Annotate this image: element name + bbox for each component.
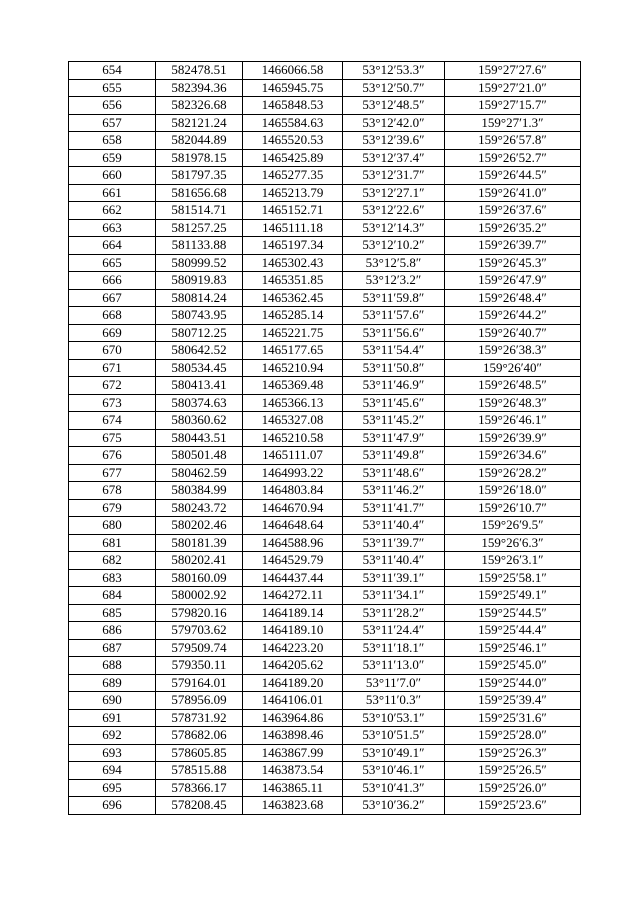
longitude-cell: 159°25′39.4″ [445, 692, 581, 710]
latitude-cell: 53°12′48.5″ [343, 97, 445, 115]
table-row [69, 464, 581, 482]
latitude-cell: 53°10′41.3″ [343, 779, 445, 797]
latitude-cell: 53°11′56.6″ [343, 324, 445, 342]
x-coordinate-cell: 579820.16 [156, 604, 243, 622]
coordinates-table [68, 61, 581, 815]
x-coordinate-cell: 580999.52 [156, 254, 243, 272]
longitude-cell: 159°25′28.0″ [445, 727, 581, 745]
longitude-cell: 159°25′49.1″ [445, 587, 581, 605]
longitude-cell: 159°25′31.6″ [445, 709, 581, 727]
x-coordinate-cell: 578366.17 [156, 779, 243, 797]
table-row [69, 237, 581, 255]
longitude-cell: 159°26′48.4″ [445, 289, 581, 307]
y-coordinate-cell: 1463823.68 [243, 797, 343, 815]
latitude-cell: 53°12′53.3″ [343, 62, 445, 80]
longitude-cell: 159°25′23.6″ [445, 797, 581, 815]
table-row [69, 202, 581, 220]
latitude-cell: 53°11′39.7″ [343, 534, 445, 552]
point-number-cell: 669 [69, 324, 156, 342]
y-coordinate-cell: 1464437.44 [243, 569, 343, 587]
point-number-cell: 688 [69, 657, 156, 675]
latitude-cell: 53°11′47.9″ [343, 429, 445, 447]
table-row [69, 132, 581, 150]
table-row [69, 324, 581, 342]
table-row [69, 184, 581, 202]
longitude-cell: 159°26′34.6″ [445, 447, 581, 465]
table-row [69, 639, 581, 657]
latitude-cell: 53°11′18.1″ [343, 639, 445, 657]
latitude-cell: 53°11′46.2″ [343, 482, 445, 500]
point-number-cell: 668 [69, 307, 156, 325]
table-row [69, 797, 581, 815]
latitude-cell: 53°10′46.1″ [343, 762, 445, 780]
latitude-cell: 53°12′39.6″ [343, 132, 445, 150]
longitude-cell: 159°26′48.5″ [445, 377, 581, 395]
point-number-cell: 693 [69, 744, 156, 762]
x-coordinate-cell: 579509.74 [156, 639, 243, 657]
table-row [69, 272, 581, 290]
latitude-cell: 53°12′31.7″ [343, 167, 445, 185]
x-coordinate-cell: 582478.51 [156, 62, 243, 80]
longitude-cell: 159°26′39.7″ [445, 237, 581, 255]
x-coordinate-cell: 580743.95 [156, 307, 243, 325]
longitude-cell: 159°25′58.1″ [445, 569, 581, 587]
y-coordinate-cell: 1464106.01 [243, 692, 343, 710]
x-coordinate-cell: 579703.62 [156, 622, 243, 640]
latitude-cell: 53°10′36.2″ [343, 797, 445, 815]
y-coordinate-cell: 1465285.14 [243, 307, 343, 325]
y-coordinate-cell: 1465210.94 [243, 359, 343, 377]
x-coordinate-cell: 581514.71 [156, 202, 243, 220]
x-coordinate-cell: 578605.85 [156, 744, 243, 762]
longitude-cell: 159°26′47.9″ [445, 272, 581, 290]
table-row [69, 377, 581, 395]
y-coordinate-cell: 1465177.65 [243, 342, 343, 360]
longitude-cell: 159°25′44.0″ [445, 674, 581, 692]
x-coordinate-cell: 582044.89 [156, 132, 243, 150]
point-number-cell: 686 [69, 622, 156, 640]
y-coordinate-cell: 1464189.10 [243, 622, 343, 640]
x-coordinate-cell: 580374.63 [156, 394, 243, 412]
y-coordinate-cell: 1464189.20 [243, 674, 343, 692]
longitude-cell: 159°25′44.4″ [445, 622, 581, 640]
x-coordinate-cell: 581656.68 [156, 184, 243, 202]
x-coordinate-cell: 580642.52 [156, 342, 243, 360]
point-number-cell: 660 [69, 167, 156, 185]
longitude-cell: 159°25′26.0″ [445, 779, 581, 797]
x-coordinate-cell: 582326.68 [156, 97, 243, 115]
point-number-cell: 694 [69, 762, 156, 780]
y-coordinate-cell: 1465425.89 [243, 149, 343, 167]
point-number-cell: 687 [69, 639, 156, 657]
x-coordinate-cell: 582394.36 [156, 79, 243, 97]
longitude-cell: 159°27′15.7″ [445, 97, 581, 115]
latitude-cell: 53°11′49.8″ [343, 447, 445, 465]
latitude-cell: 53°12′22.6″ [343, 202, 445, 220]
x-coordinate-cell: 580202.46 [156, 517, 243, 535]
y-coordinate-cell: 1464588.96 [243, 534, 343, 552]
y-coordinate-cell: 1465327.08 [243, 412, 343, 430]
table-row [69, 657, 581, 675]
x-coordinate-cell: 581257.25 [156, 219, 243, 237]
point-number-cell: 682 [69, 552, 156, 570]
latitude-cell: 53°12′27.1″ [343, 184, 445, 202]
table-row [69, 534, 581, 552]
latitude-cell: 53°11′45.2″ [343, 412, 445, 430]
latitude-cell: 53°10′53.1″ [343, 709, 445, 727]
latitude-cell: 53°10′51.5″ [343, 727, 445, 745]
longitude-cell: 159°26′37.6″ [445, 202, 581, 220]
latitude-cell: 53°11′0.3″ [343, 692, 445, 710]
latitude-cell: 53°11′41.7″ [343, 499, 445, 517]
longitude-cell: 159°27′27.6″ [445, 62, 581, 80]
point-number-cell: 663 [69, 219, 156, 237]
latitude-cell: 53°11′50.8″ [343, 359, 445, 377]
table-row [69, 254, 581, 272]
latitude-cell: 53°10′49.1″ [343, 744, 445, 762]
latitude-cell: 53°11′59.8″ [343, 289, 445, 307]
x-coordinate-cell: 580384.99 [156, 482, 243, 500]
point-number-cell: 654 [69, 62, 156, 80]
latitude-cell: 53°11′39.1″ [343, 569, 445, 587]
x-coordinate-cell: 580712.25 [156, 324, 243, 342]
longitude-cell: 159°26′52.7″ [445, 149, 581, 167]
longitude-cell: 159°25′46.1″ [445, 639, 581, 657]
x-coordinate-cell: 580413.41 [156, 377, 243, 395]
point-number-cell: 662 [69, 202, 156, 220]
point-number-cell: 680 [69, 517, 156, 535]
longitude-cell: 159°25′26.5″ [445, 762, 581, 780]
x-coordinate-cell: 580181.39 [156, 534, 243, 552]
x-coordinate-cell: 581978.15 [156, 149, 243, 167]
point-number-cell: 658 [69, 132, 156, 150]
y-coordinate-cell: 1465362.45 [243, 289, 343, 307]
point-number-cell: 685 [69, 604, 156, 622]
table-row [69, 219, 581, 237]
latitude-cell: 53°12′37.4″ [343, 149, 445, 167]
latitude-cell: 53°11′13.0″ [343, 657, 445, 675]
table-row [69, 744, 581, 762]
y-coordinate-cell: 1464648.64 [243, 517, 343, 535]
point-number-cell: 657 [69, 114, 156, 132]
latitude-cell: 53°12′14.3″ [343, 219, 445, 237]
point-number-cell: 655 [69, 79, 156, 97]
table-row [69, 62, 581, 80]
y-coordinate-cell: 1465302.43 [243, 254, 343, 272]
y-coordinate-cell: 1466066.58 [243, 62, 343, 80]
table-row [69, 429, 581, 447]
longitude-cell: 159°27′21.0″ [445, 79, 581, 97]
longitude-cell: 159°25′45.0″ [445, 657, 581, 675]
y-coordinate-cell: 1464189.14 [243, 604, 343, 622]
point-number-cell: 674 [69, 412, 156, 430]
y-coordinate-cell: 1464670.94 [243, 499, 343, 517]
longitude-cell: 159°26′45.3″ [445, 254, 581, 272]
table-row [69, 499, 581, 517]
point-number-cell: 695 [69, 779, 156, 797]
y-coordinate-cell: 1465369.48 [243, 377, 343, 395]
x-coordinate-cell: 581133.88 [156, 237, 243, 255]
y-coordinate-cell: 1465111.07 [243, 447, 343, 465]
x-coordinate-cell: 580501.48 [156, 447, 243, 465]
y-coordinate-cell: 1465111.18 [243, 219, 343, 237]
x-coordinate-cell: 579350.11 [156, 657, 243, 675]
point-number-cell: 656 [69, 97, 156, 115]
longitude-cell: 159°26′57.8″ [445, 132, 581, 150]
point-number-cell: 690 [69, 692, 156, 710]
longitude-cell: 159°26′9.5″ [445, 517, 581, 535]
point-number-cell: 661 [69, 184, 156, 202]
x-coordinate-cell: 580202.41 [156, 552, 243, 570]
table-row [69, 307, 581, 325]
x-coordinate-cell: 580360.62 [156, 412, 243, 430]
longitude-cell: 159°26′10.7″ [445, 499, 581, 517]
x-coordinate-cell: 580814.24 [156, 289, 243, 307]
y-coordinate-cell: 1465584.63 [243, 114, 343, 132]
latitude-cell: 53°11′28.2″ [343, 604, 445, 622]
point-number-cell: 665 [69, 254, 156, 272]
point-number-cell: 670 [69, 342, 156, 360]
table-row [69, 114, 581, 132]
point-number-cell: 696 [69, 797, 156, 815]
point-number-cell: 681 [69, 534, 156, 552]
x-coordinate-cell: 580243.72 [156, 499, 243, 517]
point-number-cell: 689 [69, 674, 156, 692]
point-number-cell: 664 [69, 237, 156, 255]
table-row [69, 604, 581, 622]
point-number-cell: 684 [69, 587, 156, 605]
latitude-cell: 53°12′42.0″ [343, 114, 445, 132]
table-row [69, 447, 581, 465]
latitude-cell: 53°11′48.6″ [343, 464, 445, 482]
table-row [69, 359, 581, 377]
longitude-cell: 159°26′41.0″ [445, 184, 581, 202]
longitude-cell: 159°26′40″ [445, 359, 581, 377]
table-row [69, 762, 581, 780]
point-number-cell: 683 [69, 569, 156, 587]
table-row [69, 97, 581, 115]
longitude-cell: 159°25′44.5″ [445, 604, 581, 622]
y-coordinate-cell: 1465366.13 [243, 394, 343, 412]
x-coordinate-cell: 580462.59 [156, 464, 243, 482]
longitude-cell: 159°26′3.1″ [445, 552, 581, 570]
table-row [69, 517, 581, 535]
point-number-cell: 677 [69, 464, 156, 482]
y-coordinate-cell: 1463964.86 [243, 709, 343, 727]
latitude-cell: 53°11′40.4″ [343, 552, 445, 570]
longitude-cell: 159°26′48.3″ [445, 394, 581, 412]
latitude-cell: 53°11′24.4″ [343, 622, 445, 640]
latitude-cell: 53°12′3.2″ [343, 272, 445, 290]
y-coordinate-cell: 1465152.71 [243, 202, 343, 220]
longitude-cell: 159°26′39.9″ [445, 429, 581, 447]
latitude-cell: 53°11′45.6″ [343, 394, 445, 412]
x-coordinate-cell: 580002.92 [156, 587, 243, 605]
table-row [69, 394, 581, 412]
y-coordinate-cell: 1464803.84 [243, 482, 343, 500]
y-coordinate-cell: 1465221.75 [243, 324, 343, 342]
y-coordinate-cell: 1465210.58 [243, 429, 343, 447]
x-coordinate-cell: 578682.06 [156, 727, 243, 745]
y-coordinate-cell: 1464223.20 [243, 639, 343, 657]
y-coordinate-cell: 1464529.79 [243, 552, 343, 570]
y-coordinate-cell: 1465213.79 [243, 184, 343, 202]
point-number-cell: 667 [69, 289, 156, 307]
latitude-cell: 53°11′54.4″ [343, 342, 445, 360]
point-number-cell: 672 [69, 377, 156, 395]
latitude-cell: 53°11′7.0″ [343, 674, 445, 692]
table-row [69, 727, 581, 745]
point-number-cell: 666 [69, 272, 156, 290]
y-coordinate-cell: 1465945.75 [243, 79, 343, 97]
x-coordinate-cell: 578515.88 [156, 762, 243, 780]
table-row [69, 569, 581, 587]
y-coordinate-cell: 1464272.11 [243, 587, 343, 605]
y-coordinate-cell: 1465197.34 [243, 237, 343, 255]
table-row [69, 587, 581, 605]
longitude-cell: 159°26′6.3″ [445, 534, 581, 552]
point-number-cell: 676 [69, 447, 156, 465]
x-coordinate-cell: 582121.24 [156, 114, 243, 132]
table-row [69, 779, 581, 797]
latitude-cell: 53°11′46.9″ [343, 377, 445, 395]
latitude-cell: 53°11′34.1″ [343, 587, 445, 605]
x-coordinate-cell: 580160.09 [156, 569, 243, 587]
x-coordinate-cell: 578956.09 [156, 692, 243, 710]
point-number-cell: 675 [69, 429, 156, 447]
longitude-cell: 159°26′46.1″ [445, 412, 581, 430]
table-row [69, 674, 581, 692]
longitude-cell: 159°25′26.3″ [445, 744, 581, 762]
y-coordinate-cell: 1464993.22 [243, 464, 343, 482]
y-coordinate-cell: 1464205.62 [243, 657, 343, 675]
latitude-cell: 53°12′5.8″ [343, 254, 445, 272]
point-number-cell: 673 [69, 394, 156, 412]
point-number-cell: 679 [69, 499, 156, 517]
latitude-cell: 53°12′10.2″ [343, 237, 445, 255]
table-row [69, 709, 581, 727]
y-coordinate-cell: 1463873.54 [243, 762, 343, 780]
x-coordinate-cell: 580534.45 [156, 359, 243, 377]
y-coordinate-cell: 1465848.53 [243, 97, 343, 115]
longitude-cell: 159°26′44.5″ [445, 167, 581, 185]
x-coordinate-cell: 578731.92 [156, 709, 243, 727]
latitude-cell: 53°11′40.4″ [343, 517, 445, 535]
longitude-cell: 159°26′40.7″ [445, 324, 581, 342]
table-row [69, 342, 581, 360]
y-coordinate-cell: 1465520.53 [243, 132, 343, 150]
table-row [69, 79, 581, 97]
table-row [69, 167, 581, 185]
longitude-cell: 159°27′1.3″ [445, 114, 581, 132]
point-number-cell: 659 [69, 149, 156, 167]
latitude-cell: 53°12′50.7″ [343, 79, 445, 97]
x-coordinate-cell: 580443.51 [156, 429, 243, 447]
table-row [69, 149, 581, 167]
longitude-cell: 159°26′35.2″ [445, 219, 581, 237]
y-coordinate-cell: 1463898.46 [243, 727, 343, 745]
y-coordinate-cell: 1463867.99 [243, 744, 343, 762]
table-row [69, 482, 581, 500]
table-row [69, 289, 581, 307]
point-number-cell: 691 [69, 709, 156, 727]
y-coordinate-cell: 1463865.11 [243, 779, 343, 797]
point-number-cell: 671 [69, 359, 156, 377]
table-row [69, 622, 581, 640]
x-coordinate-cell: 581797.35 [156, 167, 243, 185]
x-coordinate-cell: 578208.45 [156, 797, 243, 815]
table-row [69, 692, 581, 710]
latitude-cell: 53°11′57.6″ [343, 307, 445, 325]
y-coordinate-cell: 1465351.85 [243, 272, 343, 290]
y-coordinate-cell: 1465277.35 [243, 167, 343, 185]
coordinates-table-body [69, 62, 581, 815]
point-number-cell: 692 [69, 727, 156, 745]
table-row [69, 412, 581, 430]
longitude-cell: 159°26′44.2″ [445, 307, 581, 325]
table-row [69, 552, 581, 570]
x-coordinate-cell: 579164.01 [156, 674, 243, 692]
longitude-cell: 159°26′18.0″ [445, 482, 581, 500]
x-coordinate-cell: 580919.83 [156, 272, 243, 290]
longitude-cell: 159°26′38.3″ [445, 342, 581, 360]
longitude-cell: 159°26′28.2″ [445, 464, 581, 482]
point-number-cell: 678 [69, 482, 156, 500]
